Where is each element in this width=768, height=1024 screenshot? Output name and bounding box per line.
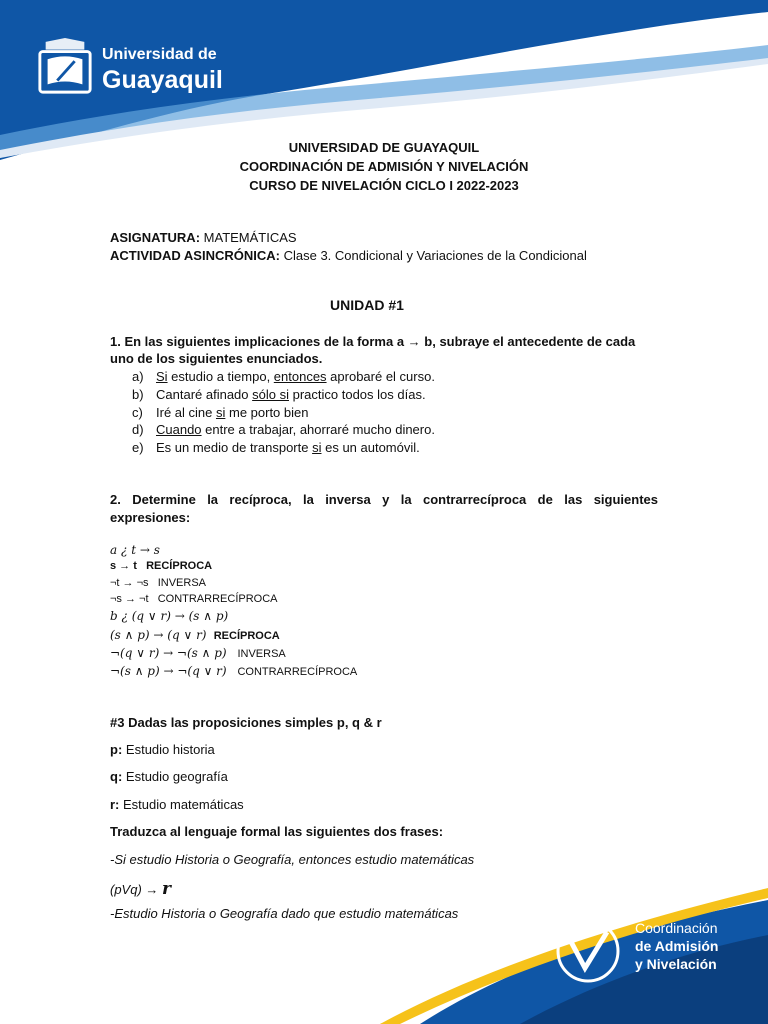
unit-title: UNIDAD #1 xyxy=(330,297,404,313)
q3-instruction: Traduzca al lenguaje formal las siguientes dos frases: xyxy=(110,824,444,839)
answer-1: (pVq) → r xyxy=(110,879,171,899)
q1-statement-line2: uno de los siguientes enunciados. xyxy=(110,351,323,366)
proposition-r: r: Estudio matemáticas xyxy=(110,797,244,812)
logo-text-line1: Universidad de xyxy=(102,46,217,63)
subject-label: ASIGNATURA: xyxy=(110,230,201,245)
proposition-p: p: Estudio historia xyxy=(110,742,215,757)
expression-line: ¬(q ∨ r) → ¬(s ∧ p) INVERSA xyxy=(110,646,286,660)
admission-logo xyxy=(555,918,745,998)
activity-value: Clase 3. Condicional y Variaciones de la Condicional xyxy=(283,248,587,263)
footer-text-line1: Coordinación xyxy=(635,920,718,936)
footer-text-line2: de Admisión xyxy=(635,938,719,954)
antecedent-marker: Si xyxy=(156,369,168,384)
list-item: e) Es un medio de transporte si es un automóvil. xyxy=(132,440,420,455)
antecedent-marker: Cuando xyxy=(156,422,202,437)
consequent-marker: entonces xyxy=(273,369,327,384)
list-item: a) Si estudio a tiempo, entonces aprobaré el curso. xyxy=(132,369,435,384)
footer-text-line3: y Nivelación xyxy=(635,956,717,972)
subject-line xyxy=(110,230,297,245)
phrase-2: -Estudio Historia o Geografía dado que estudio matemáticas xyxy=(110,906,459,921)
expression-line: b ¿ (q ∨ r) → (s ∧ p) xyxy=(110,609,229,623)
subject-value: MATEMÁTICAS xyxy=(203,230,297,245)
q2-statement-line2: expresiones: xyxy=(110,510,191,525)
book-crest-icon xyxy=(36,38,94,96)
expression-line: (s ∧ p) → (q ∨ r) RECÍPROCA xyxy=(110,628,280,642)
q3-statement: #3 Dadas las proposiciones simples p, q & r xyxy=(110,715,382,730)
proposition-q: q: Estudio geografía xyxy=(110,769,228,784)
antecedent-marker: si xyxy=(312,440,322,455)
course-title: CURSO DE NIVELACIÓN CICLO I 2022-2023 xyxy=(249,178,519,193)
logo-text-line2: Guayaquil xyxy=(102,66,223,94)
activity-line xyxy=(110,248,587,263)
list-item: b) Cantaré afinado sólo si practico todos los días. xyxy=(132,387,426,402)
university-title: UNIVERSIDAD DE GUAYAQUIL xyxy=(288,140,480,155)
q1-statement-line1: 1. En las siguientes implicaciones de la forma a → b, subraye el antecedente de cada xyxy=(110,334,636,349)
expression-line: ¬(s ∧ p) → ¬(q ∨ r) CONTRARRECÍPROCA xyxy=(110,664,358,678)
expression-line: s → t RECÍPROCA xyxy=(110,560,213,572)
antecedent-marker: sólo si xyxy=(252,387,289,402)
list-item: c) Iré al cine si me porto bien xyxy=(132,405,309,420)
expression-line: ¬s → ¬t CONTRARRECÍPROCA xyxy=(110,593,278,605)
coordination-title: COORDINACIÓN DE ADMISIÓN Y NIVELACIÓN xyxy=(239,159,529,174)
antecedent-marker: si xyxy=(215,405,226,420)
expression-line: ¬t → ¬s INVERSA xyxy=(110,577,206,589)
ug-emblem-icon xyxy=(555,918,621,984)
university-logo xyxy=(36,30,236,100)
activity-label: ACTIVIDAD ASINCRÓNICA: xyxy=(110,248,280,263)
q2-statement-line1: 2. Determine la recíproca, la inversa y la contrarrecíproca de las siguientes xyxy=(110,492,658,507)
list-item: d) Cuando entre a trabajar, ahorraré mucho dinero. xyxy=(132,422,435,437)
expression-line: a ¿ t → s xyxy=(110,543,160,557)
phrase-1: -Si estudio Historia o Geografía, entonces estudio matemáticas xyxy=(110,852,475,867)
